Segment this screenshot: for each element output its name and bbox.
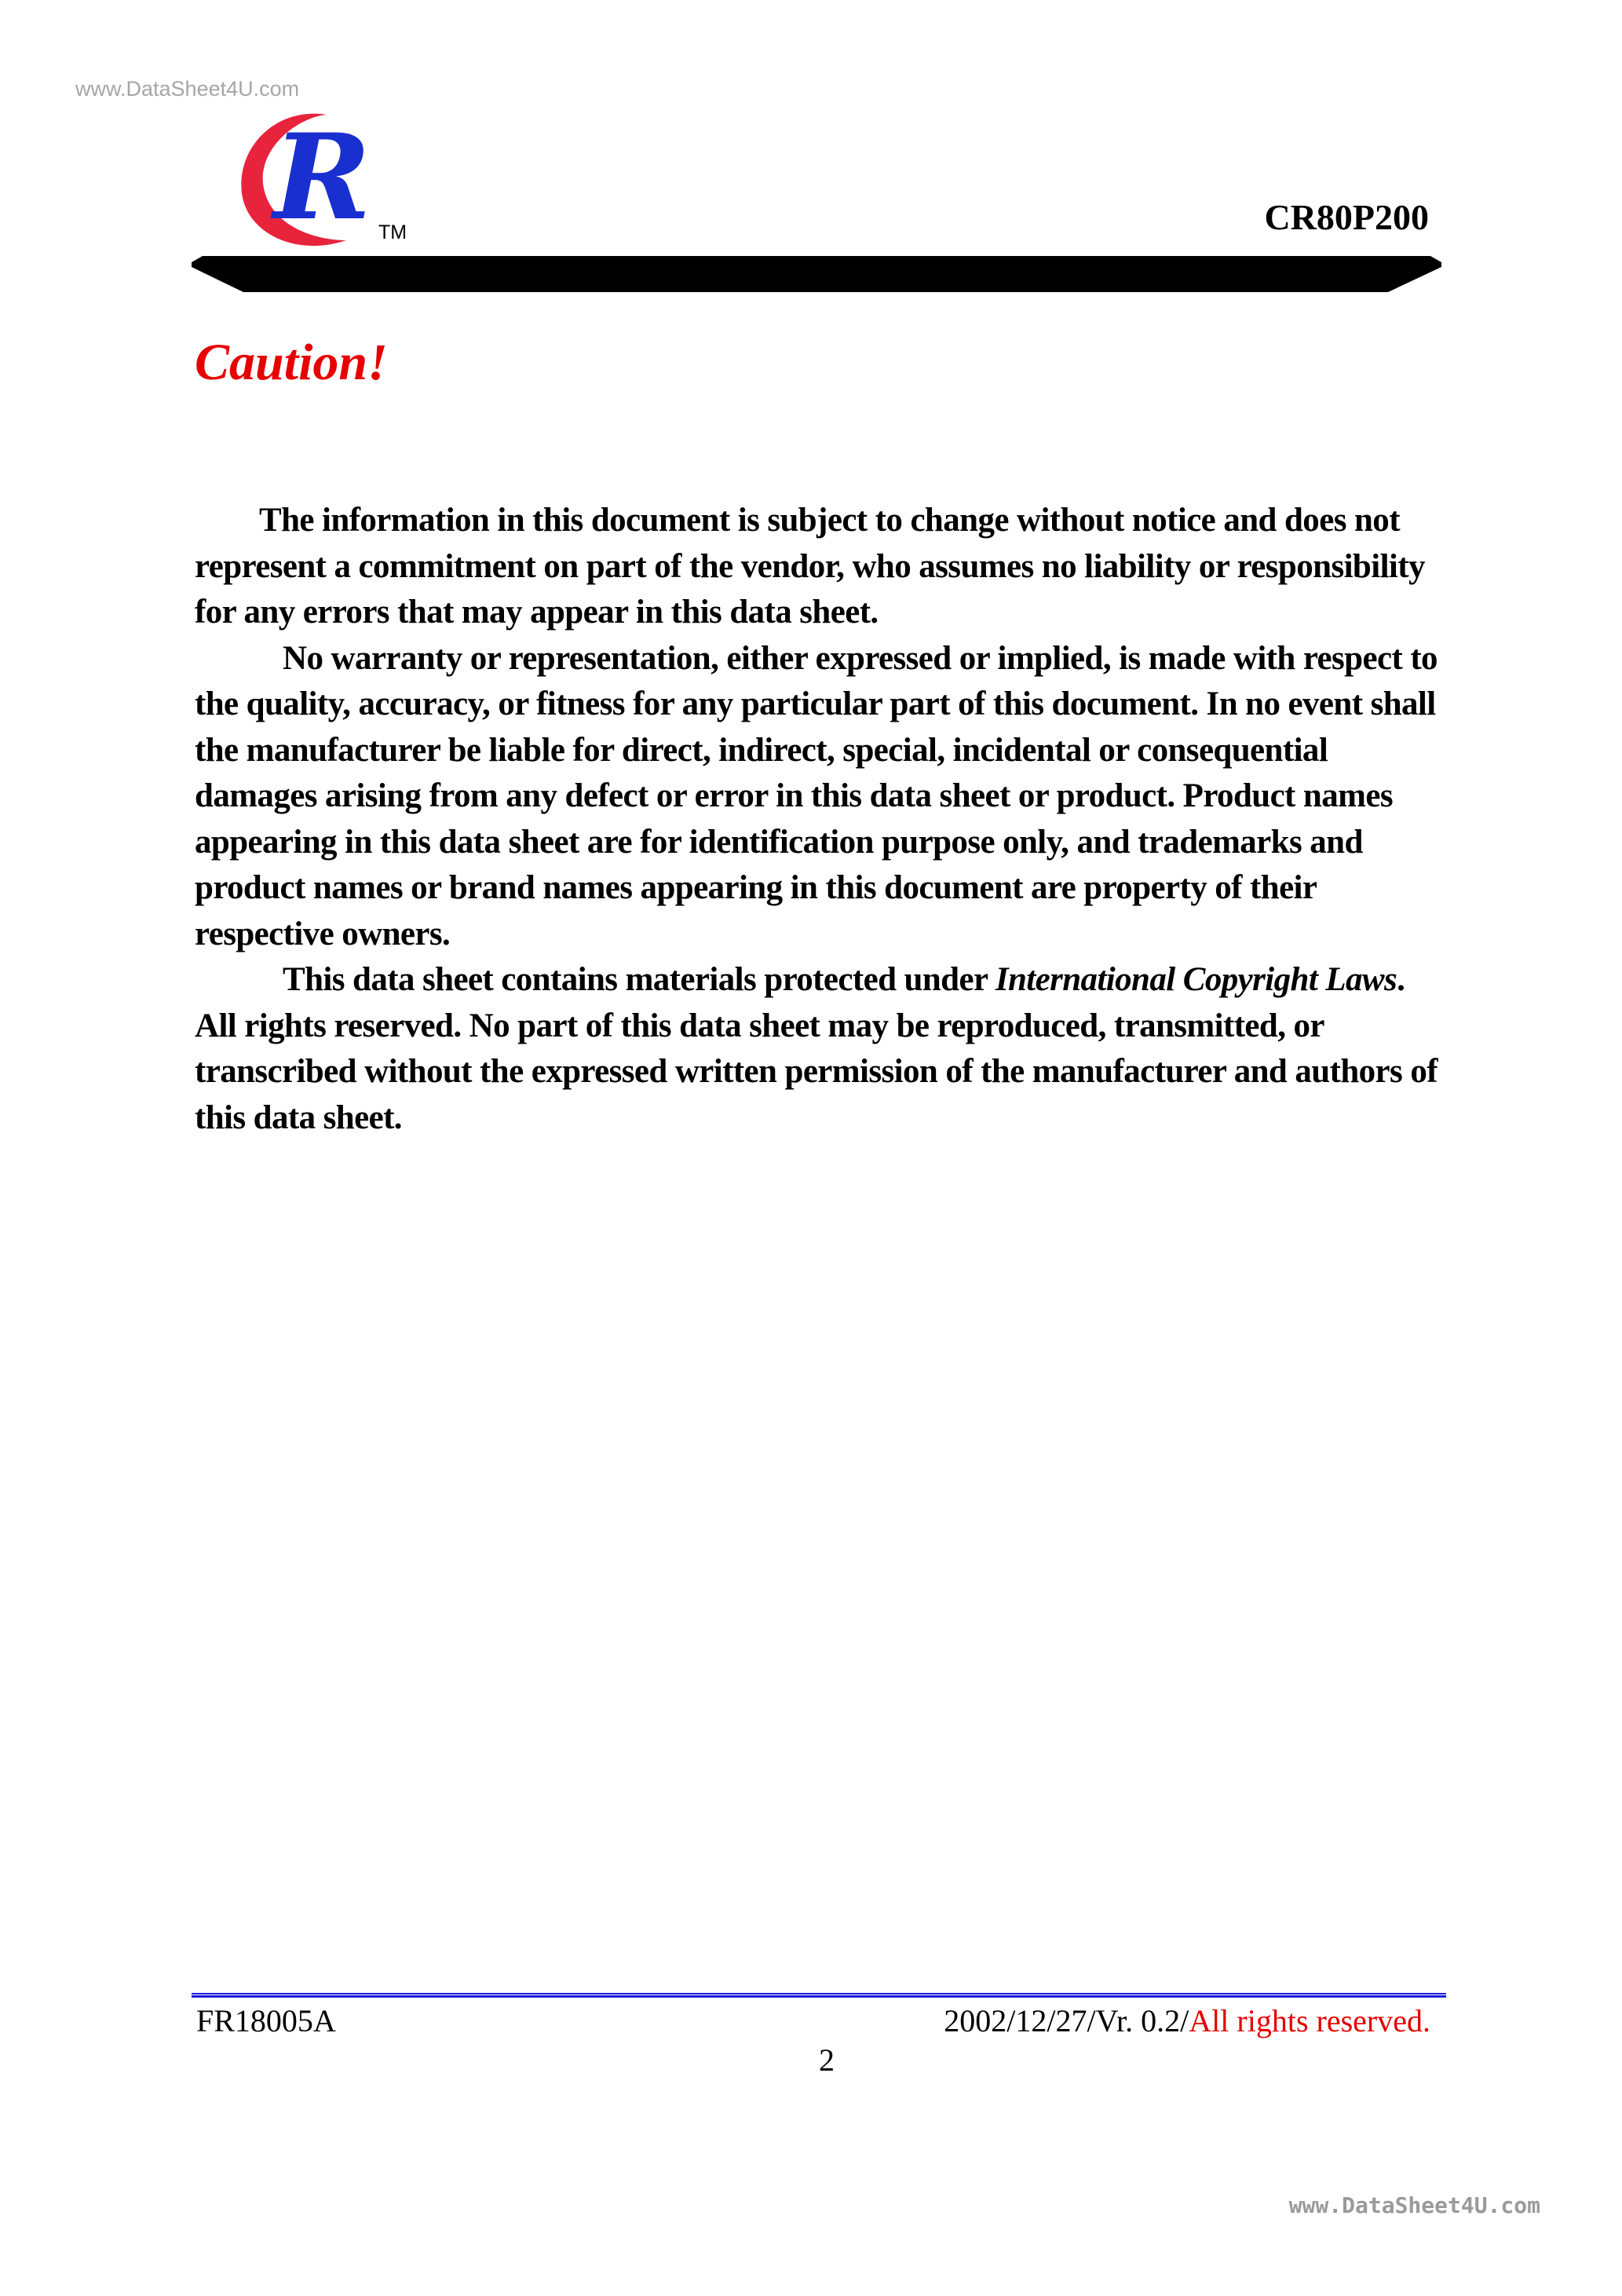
logo-letter: R (273, 108, 371, 247)
paragraph-copyright (195, 957, 1443, 1141)
paragraph-information: The information in this document is subject to change without notice and does not represent a commitment on part of the vendor, who assumes no liability or responsibility for any errors that may appear in this data sheet. (195, 502, 1425, 631)
watermark-top: www.DataSheet4U.com (75, 77, 300, 101)
footer-version (944, 2002, 1430, 2039)
header-bar (192, 256, 1441, 292)
footer-rule (192, 1993, 1446, 1998)
copyright-text-start: This data sheet contains materials protected under (283, 961, 995, 998)
part-number: CR80P200 (1264, 197, 1429, 237)
page-number: 2 (819, 2042, 835, 2078)
footer-doc-code: FR18005A (196, 2003, 336, 2038)
caution-heading: Caution! (195, 334, 388, 391)
watermark-bottom: www.DataSheet4U.com (1288, 2192, 1540, 2218)
disclaimer-body (195, 498, 1443, 1141)
footer-date-version: 2002/12/27/Vr. 0.2/ (944, 2003, 1189, 2038)
footer-rights: All rights reserved. (1189, 2003, 1430, 2038)
trademark-symbol: TM (378, 221, 407, 243)
copyright-laws: International Copyright Laws (995, 961, 1397, 998)
paragraph-warranty: No warranty or representation, either expressed or implied, is made with respect to the quality, accuracy, or fitness for any particular part of this document. In no event shall the manufacturer be liable for direct, indirect, special, incidental or consequential damages arising from any defect or error in this data sheet or product. Product names appearing in this data sheet are for identification purpose only, and trademarks and product names or brand names appearing in this document are property of their respective owners. (195, 639, 1438, 952)
copyright-text-end: . All rights reserved. No part of this data sheet may be reproduced, transmitted, or transcribed without the expressed written permission of the manufacturer and authors of this data sheet. (195, 961, 1438, 1136)
